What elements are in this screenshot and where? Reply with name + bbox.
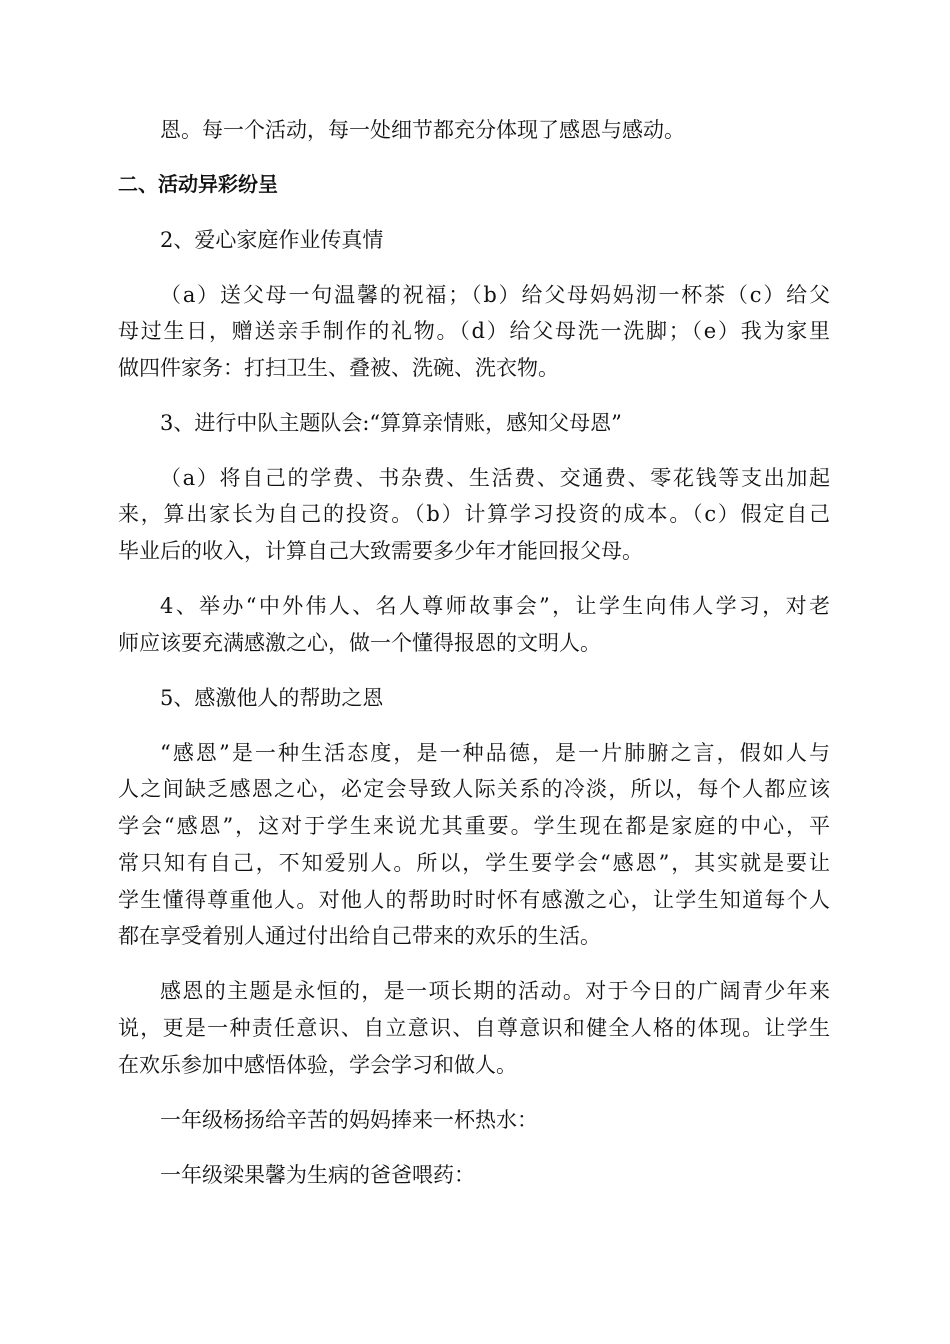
paragraph-line: 4、举办“中外伟人、名人尊师故事会”，让学生向伟人学习，对老 [160,594,830,618]
paragraph-line: 母过生日，赠送亲手制作的礼物。（d）给父母洗一洗脚；（e）我为家里 [118,319,830,343]
list-item-heading: 2、爱心家庭作业传真情 [160,228,384,252]
paragraph-line: 毕业后的收入，计算自己大致需要多少年才能回报父母。 [118,539,643,563]
paragraph-line: 做四件家务：打扫卫生、叠被、洗碗、洗衣物。 [118,356,559,380]
paragraph-line: 感恩的主题是永恒的，是一项长期的活动。对于今日的广阔青少年来 [160,979,830,1003]
paragraph-line: 学生懂得尊重他人。对他人的帮助时时怀有感激之心，让学生知道每个人 [118,888,830,912]
paragraph-line: 在欢乐参加中感悟体验，学会学习和做人。 [118,1053,517,1077]
paragraph-line: （a）将自己的学费、书杂费、生活费、交通费、零花钱等支出加起 [160,466,830,490]
paragraph-line: “感恩”是一种生活态度，是一种品德，是一片肺腑之言，假如人与 [160,741,830,765]
list-item-heading: 5、感激他人的帮助之恩 [160,686,384,710]
paragraph-line: 人之间缺乏感恩之心，必定会导致人际关系的冷淡，所以，每个人都应该 [118,777,830,801]
paragraph-line: 一年级杨扬给辛苦的妈妈捧来一杯热水： [160,1108,538,1132]
paragraph-line: 常只知有自己，不知爱别人。所以，学生要学会“感恩”，其实就是要让 [118,851,830,875]
paragraph-line: 都在享受着别人通过付出给自己带来的欢乐的生活。 [118,924,601,948]
paragraph-line: 师应该要充满感激之心，做一个懂得报恩的文明人。 [118,631,601,655]
paragraph-line: 一年级梁果馨为生病的爸爸喂药： [160,1163,475,1187]
section-heading: 二、活动异彩纷呈 [118,172,278,196]
paragraph-line: 学会“感恩”，这对于学生来说尤其重要。学生现在都是家庭的中心，平 [118,814,830,838]
text-line: 恩。每一个活动，每一处细节都充分体现了感恩与感动。 [160,118,685,142]
list-item-heading: 3、进行中队主题队会:“算算亲情账，感知父母恩” [160,411,622,435]
paragraph-line: （a）送父母一句温馨的祝福；（b）给父母妈妈沏一杯茶（c）给父 [160,283,830,307]
paragraph-line: 来，算出家长为自己的投资。（b）计算学习投资的成本。（c）假定自己 [118,502,830,526]
paragraph-line: 说，更是一种责任意识、自立意识、自尊意识和健全人格的体现。让学生 [118,1016,830,1040]
